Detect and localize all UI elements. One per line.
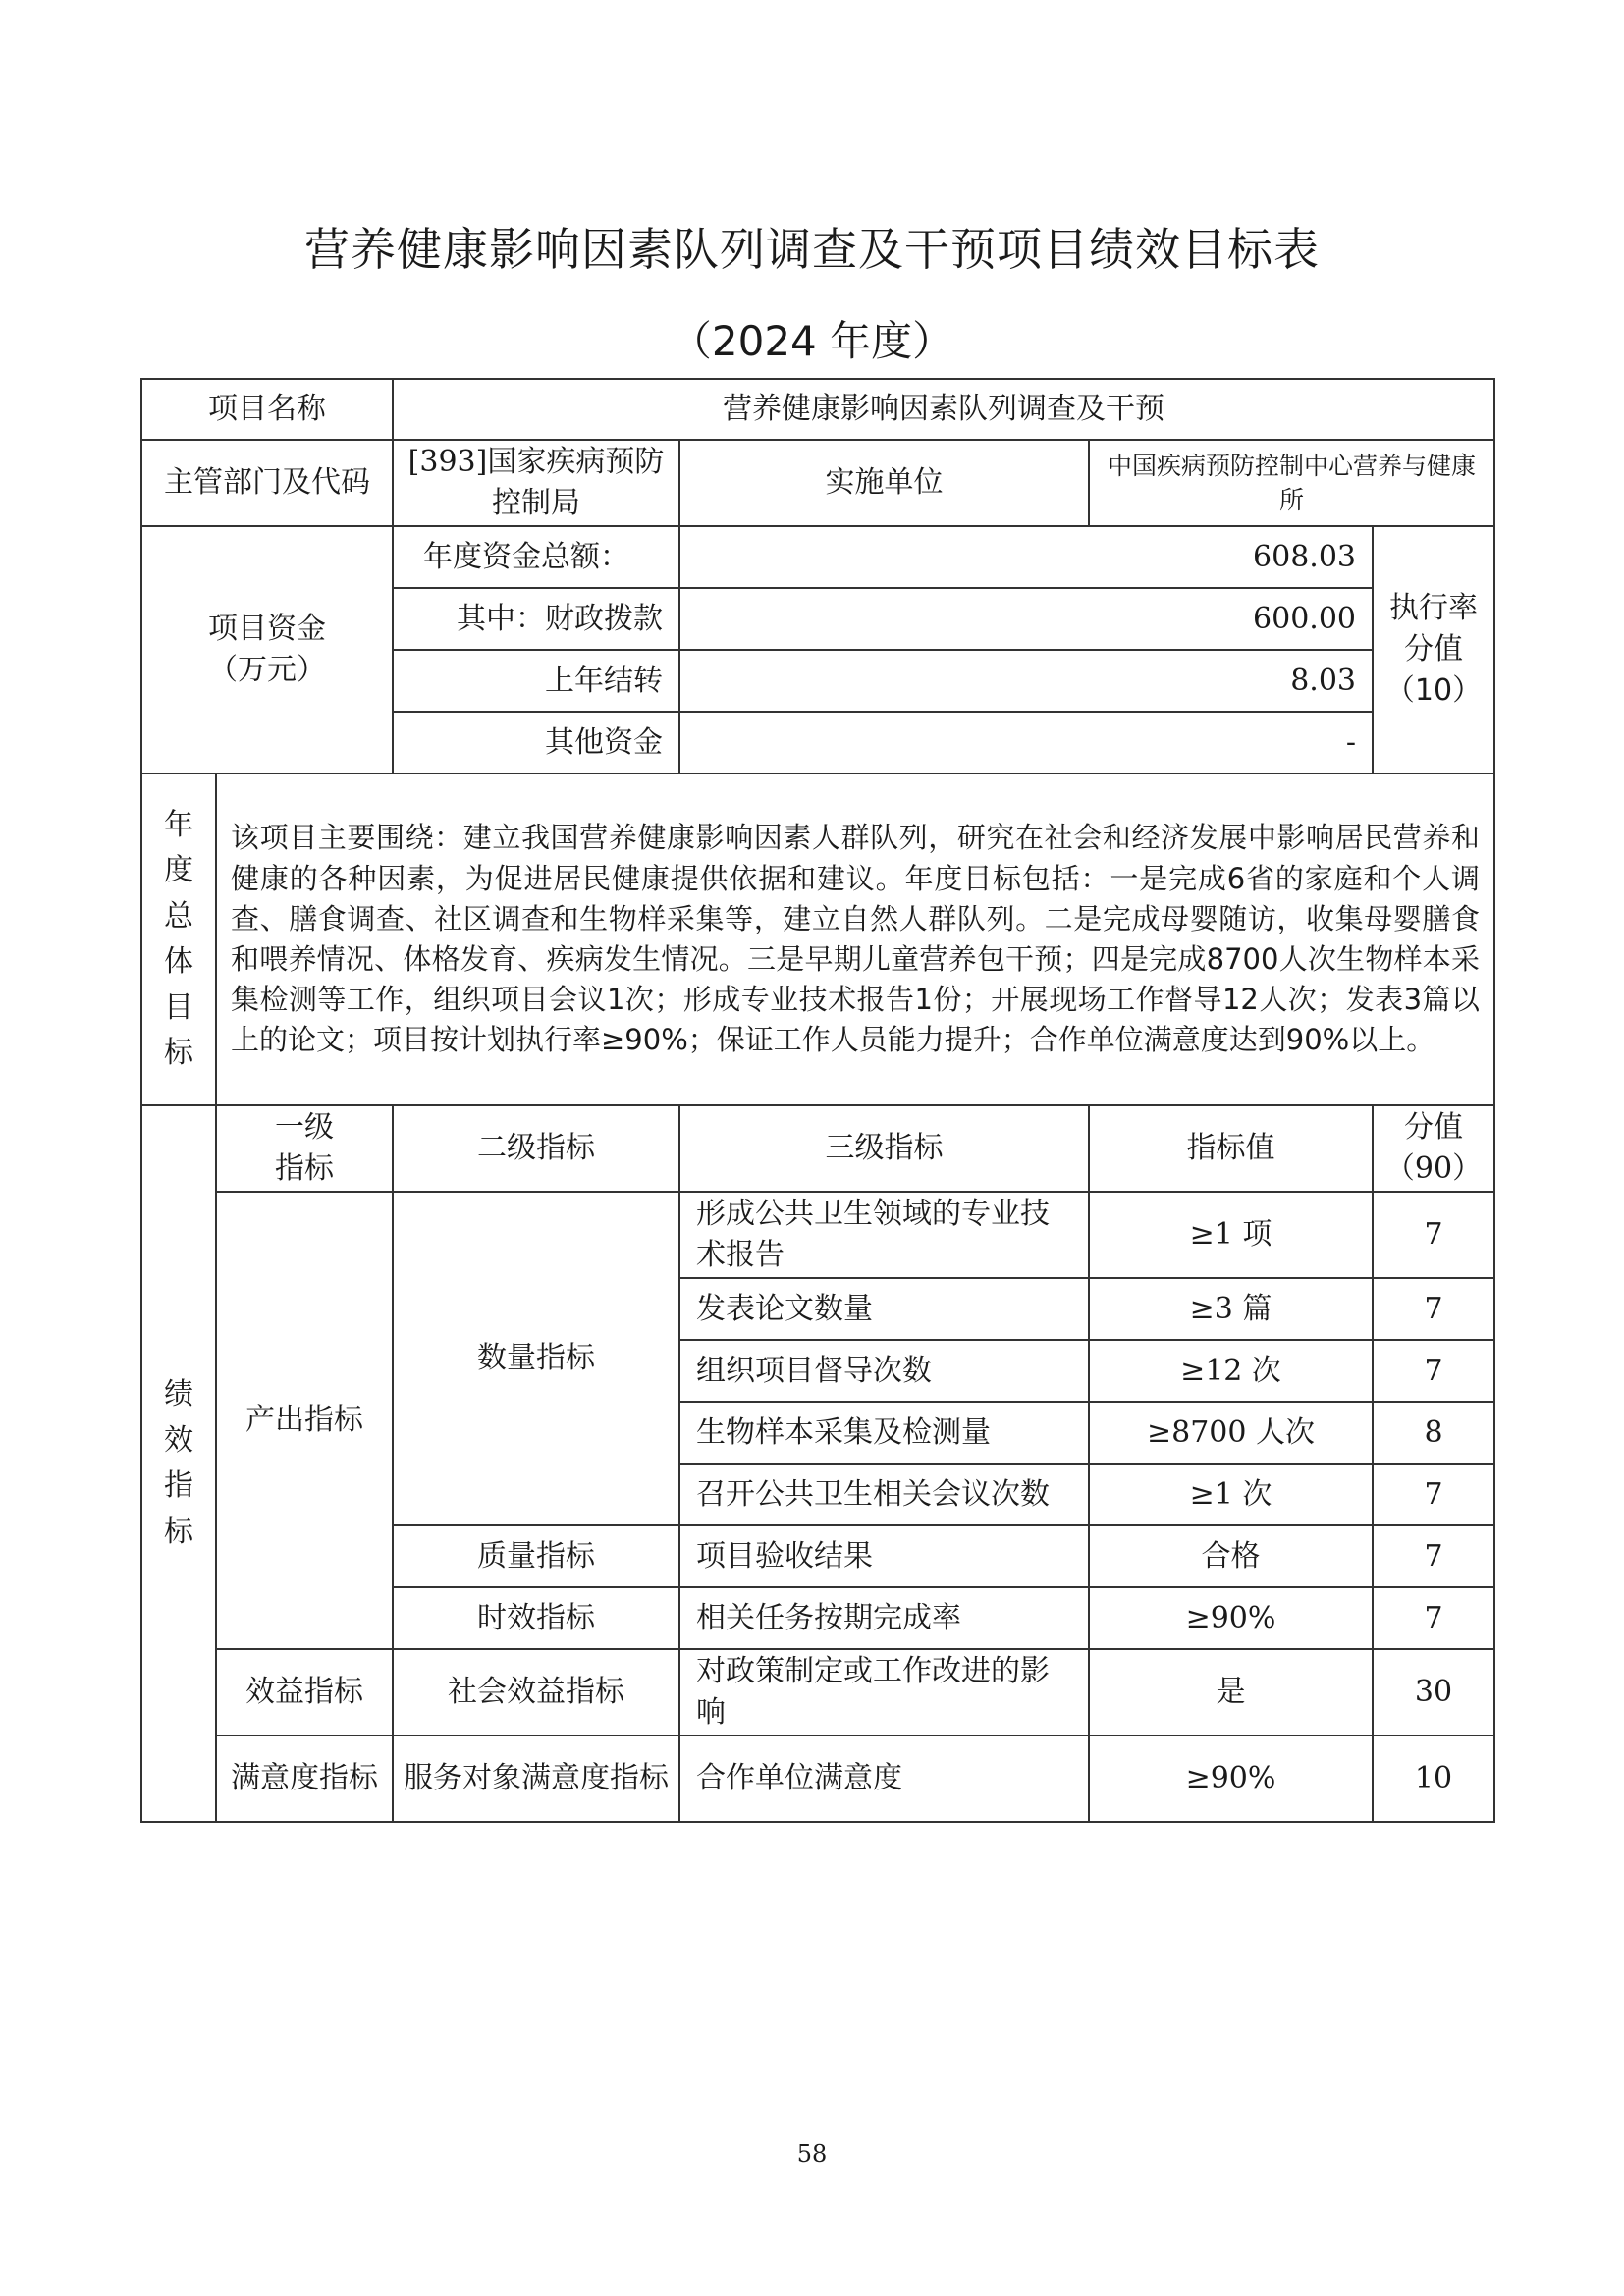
- indicator-value: 是: [1089, 1649, 1373, 1735]
- funds-fiscal-label: 其中：财政拨款: [393, 588, 679, 650]
- indicator-score: 7: [1373, 1464, 1494, 1525]
- funds-label-line2: （万元）: [208, 653, 326, 687]
- table-row: [141, 1735, 1494, 1822]
- level1-header-line2: 指标: [275, 1151, 334, 1186]
- page-number: 58: [796, 2140, 828, 2167]
- quality-indicator-label: 质量指标: [393, 1525, 679, 1587]
- department-value: [393]国家疾病预防控制局: [393, 440, 679, 526]
- funds-carryover-value: 8.03: [679, 650, 1373, 712]
- level1-header: [216, 1105, 393, 1192]
- service-satisfaction-label: 服务对象满意度指标: [393, 1735, 679, 1822]
- performance-target-table: [140, 378, 1495, 1823]
- level3-indicator: 组织项目督导次数: [679, 1340, 1089, 1402]
- indicator-score: 7: [1373, 1340, 1494, 1402]
- level3-indicator: 合作单位满意度: [679, 1735, 1089, 1822]
- level1-header-line1: 一级: [275, 1110, 334, 1145]
- goal-label-char: 度: [164, 853, 193, 887]
- indicator-score: 7: [1373, 1192, 1494, 1278]
- funds-label: [141, 526, 393, 774]
- indicator-value: ≥90%: [1089, 1587, 1373, 1649]
- benefit-indicator-label: 效益指标: [216, 1649, 393, 1735]
- table-row: [141, 1192, 1494, 1278]
- department-label: 主管部门及代码: [141, 440, 393, 526]
- perf-label-char: 绩: [164, 1377, 193, 1412]
- execution-rate-score: [1373, 526, 1494, 774]
- indicator-value: ≥8700 人次: [1089, 1402, 1373, 1464]
- document-subtitle: （2024 年度）: [670, 317, 954, 365]
- perf-label-char: 指: [164, 1468, 193, 1503]
- document-title: 营养健康影响因素队列调查及干预项目绩效目标表: [304, 223, 1320, 276]
- indicator-value-header: 指标值: [1089, 1105, 1373, 1192]
- funds-label-line1: 项目资金: [208, 612, 326, 646]
- indicator-score: 7: [1373, 1525, 1494, 1587]
- implementer-value: 中国疾病预防控制中心营养与健康所: [1089, 440, 1494, 526]
- funds-fiscal-value: 600.00: [679, 588, 1373, 650]
- funds-other-label: 其他资金: [393, 712, 679, 774]
- goal-label-char: 年: [164, 807, 193, 842]
- goal-label-char: 体: [164, 944, 193, 979]
- goal-label-char: 总: [164, 898, 193, 934]
- social-benefit-label: 社会效益指标: [393, 1649, 679, 1735]
- satisfaction-indicator-label: 满意度指标: [216, 1735, 393, 1822]
- output-indicator-label: 产出指标: [216, 1192, 393, 1649]
- level2-header: 二级指标: [393, 1105, 679, 1192]
- indicator-score: 7: [1373, 1587, 1494, 1649]
- level3-indicator: 相关任务按期完成率: [679, 1587, 1089, 1649]
- execution-rate-line3: （10）: [1384, 673, 1483, 708]
- funds-other-value: -: [679, 712, 1373, 774]
- score-header: [1373, 1105, 1494, 1192]
- implementer-label: 实施单位: [679, 440, 1089, 526]
- project-name-label: 项目名称: [141, 379, 393, 440]
- indicator-score: 7: [1373, 1278, 1494, 1340]
- indicator-score: 30: [1373, 1649, 1494, 1735]
- indicator-header-row: [141, 1105, 1494, 1192]
- indicator-value: ≥1 项: [1089, 1192, 1373, 1278]
- department-row: [141, 440, 1494, 526]
- timeliness-indicator-label: 时效指标: [393, 1587, 679, 1649]
- execution-rate-line2: 分值: [1404, 632, 1463, 667]
- execution-rate-line1: 执行率: [1389, 591, 1478, 625]
- level3-header: 三级指标: [679, 1105, 1089, 1192]
- level3-indicator: 召开公共卫生相关会议次数: [679, 1464, 1089, 1525]
- goal-label-char: 标: [164, 1036, 193, 1070]
- indicator-value: ≥12 次: [1089, 1340, 1373, 1402]
- annual-goal-row: [141, 774, 1494, 1105]
- perf-label-char: 标: [164, 1514, 193, 1549]
- project-name-row: [141, 379, 1494, 440]
- quantity-indicator-label: 数量指标: [393, 1192, 679, 1525]
- funds-carryover-label: 上年结转: [393, 650, 679, 712]
- level3-indicator: 对政策制定或工作改进的影响: [679, 1649, 1089, 1735]
- performance-indicator-label: [141, 1105, 216, 1822]
- level3-indicator: 发表论文数量: [679, 1278, 1089, 1340]
- table-row: [141, 1649, 1494, 1735]
- project-name-value: 营养健康影响因素队列调查及干预: [393, 379, 1494, 440]
- indicator-value: ≥90%: [1089, 1735, 1373, 1822]
- score-header-line2: （90）: [1384, 1151, 1483, 1186]
- score-header-line1: 分值: [1404, 1110, 1463, 1145]
- indicator-value: 合格: [1089, 1525, 1373, 1587]
- perf-label-char: 效: [164, 1422, 193, 1458]
- annual-goal-text: 该项目主要围绕：建立我国营养健康影响因素人群队列，研究在社会和经济发展中影响居民营养和健康的各种因素，为促进居民健康提供依据和建议。年度目标包括：一是完成6省的家庭和个人调查、膳食调查、社区调查和生物样采集等，建立自然人群队列。二是完成母婴随访，收集母婴膳食和喂养情况、体格发育、疾病发生情况。三是早期儿童营养包干预；四是完成8700人次生物样本采集检测等工作，组织项目会议1次；形成专业技术报告1份；开展现场工作督导12人次；发表3篇以上的论文；项目按计划执行率≥90%；保证工作人员能力提升；合作单位满意度达到90%以上。: [216, 774, 1494, 1105]
- level3-indicator: 生物样本采集及检测量: [679, 1402, 1089, 1464]
- indicator-score: 10: [1373, 1735, 1494, 1822]
- goal-label-char: 目: [164, 989, 193, 1025]
- indicator-value: ≥1 次: [1089, 1464, 1373, 1525]
- indicator-score: 8: [1373, 1402, 1494, 1464]
- funds-total-row: [141, 526, 1494, 588]
- indicator-value: ≥3 篇: [1089, 1278, 1373, 1340]
- level3-indicator: 形成公共卫生领域的专业技术报告: [679, 1192, 1089, 1278]
- funds-total-label: 年度资金总额：: [393, 526, 679, 588]
- level3-indicator: 项目验收结果: [679, 1525, 1089, 1587]
- annual-goal-label: [141, 774, 216, 1105]
- funds-total-value: 608.03: [679, 526, 1373, 588]
